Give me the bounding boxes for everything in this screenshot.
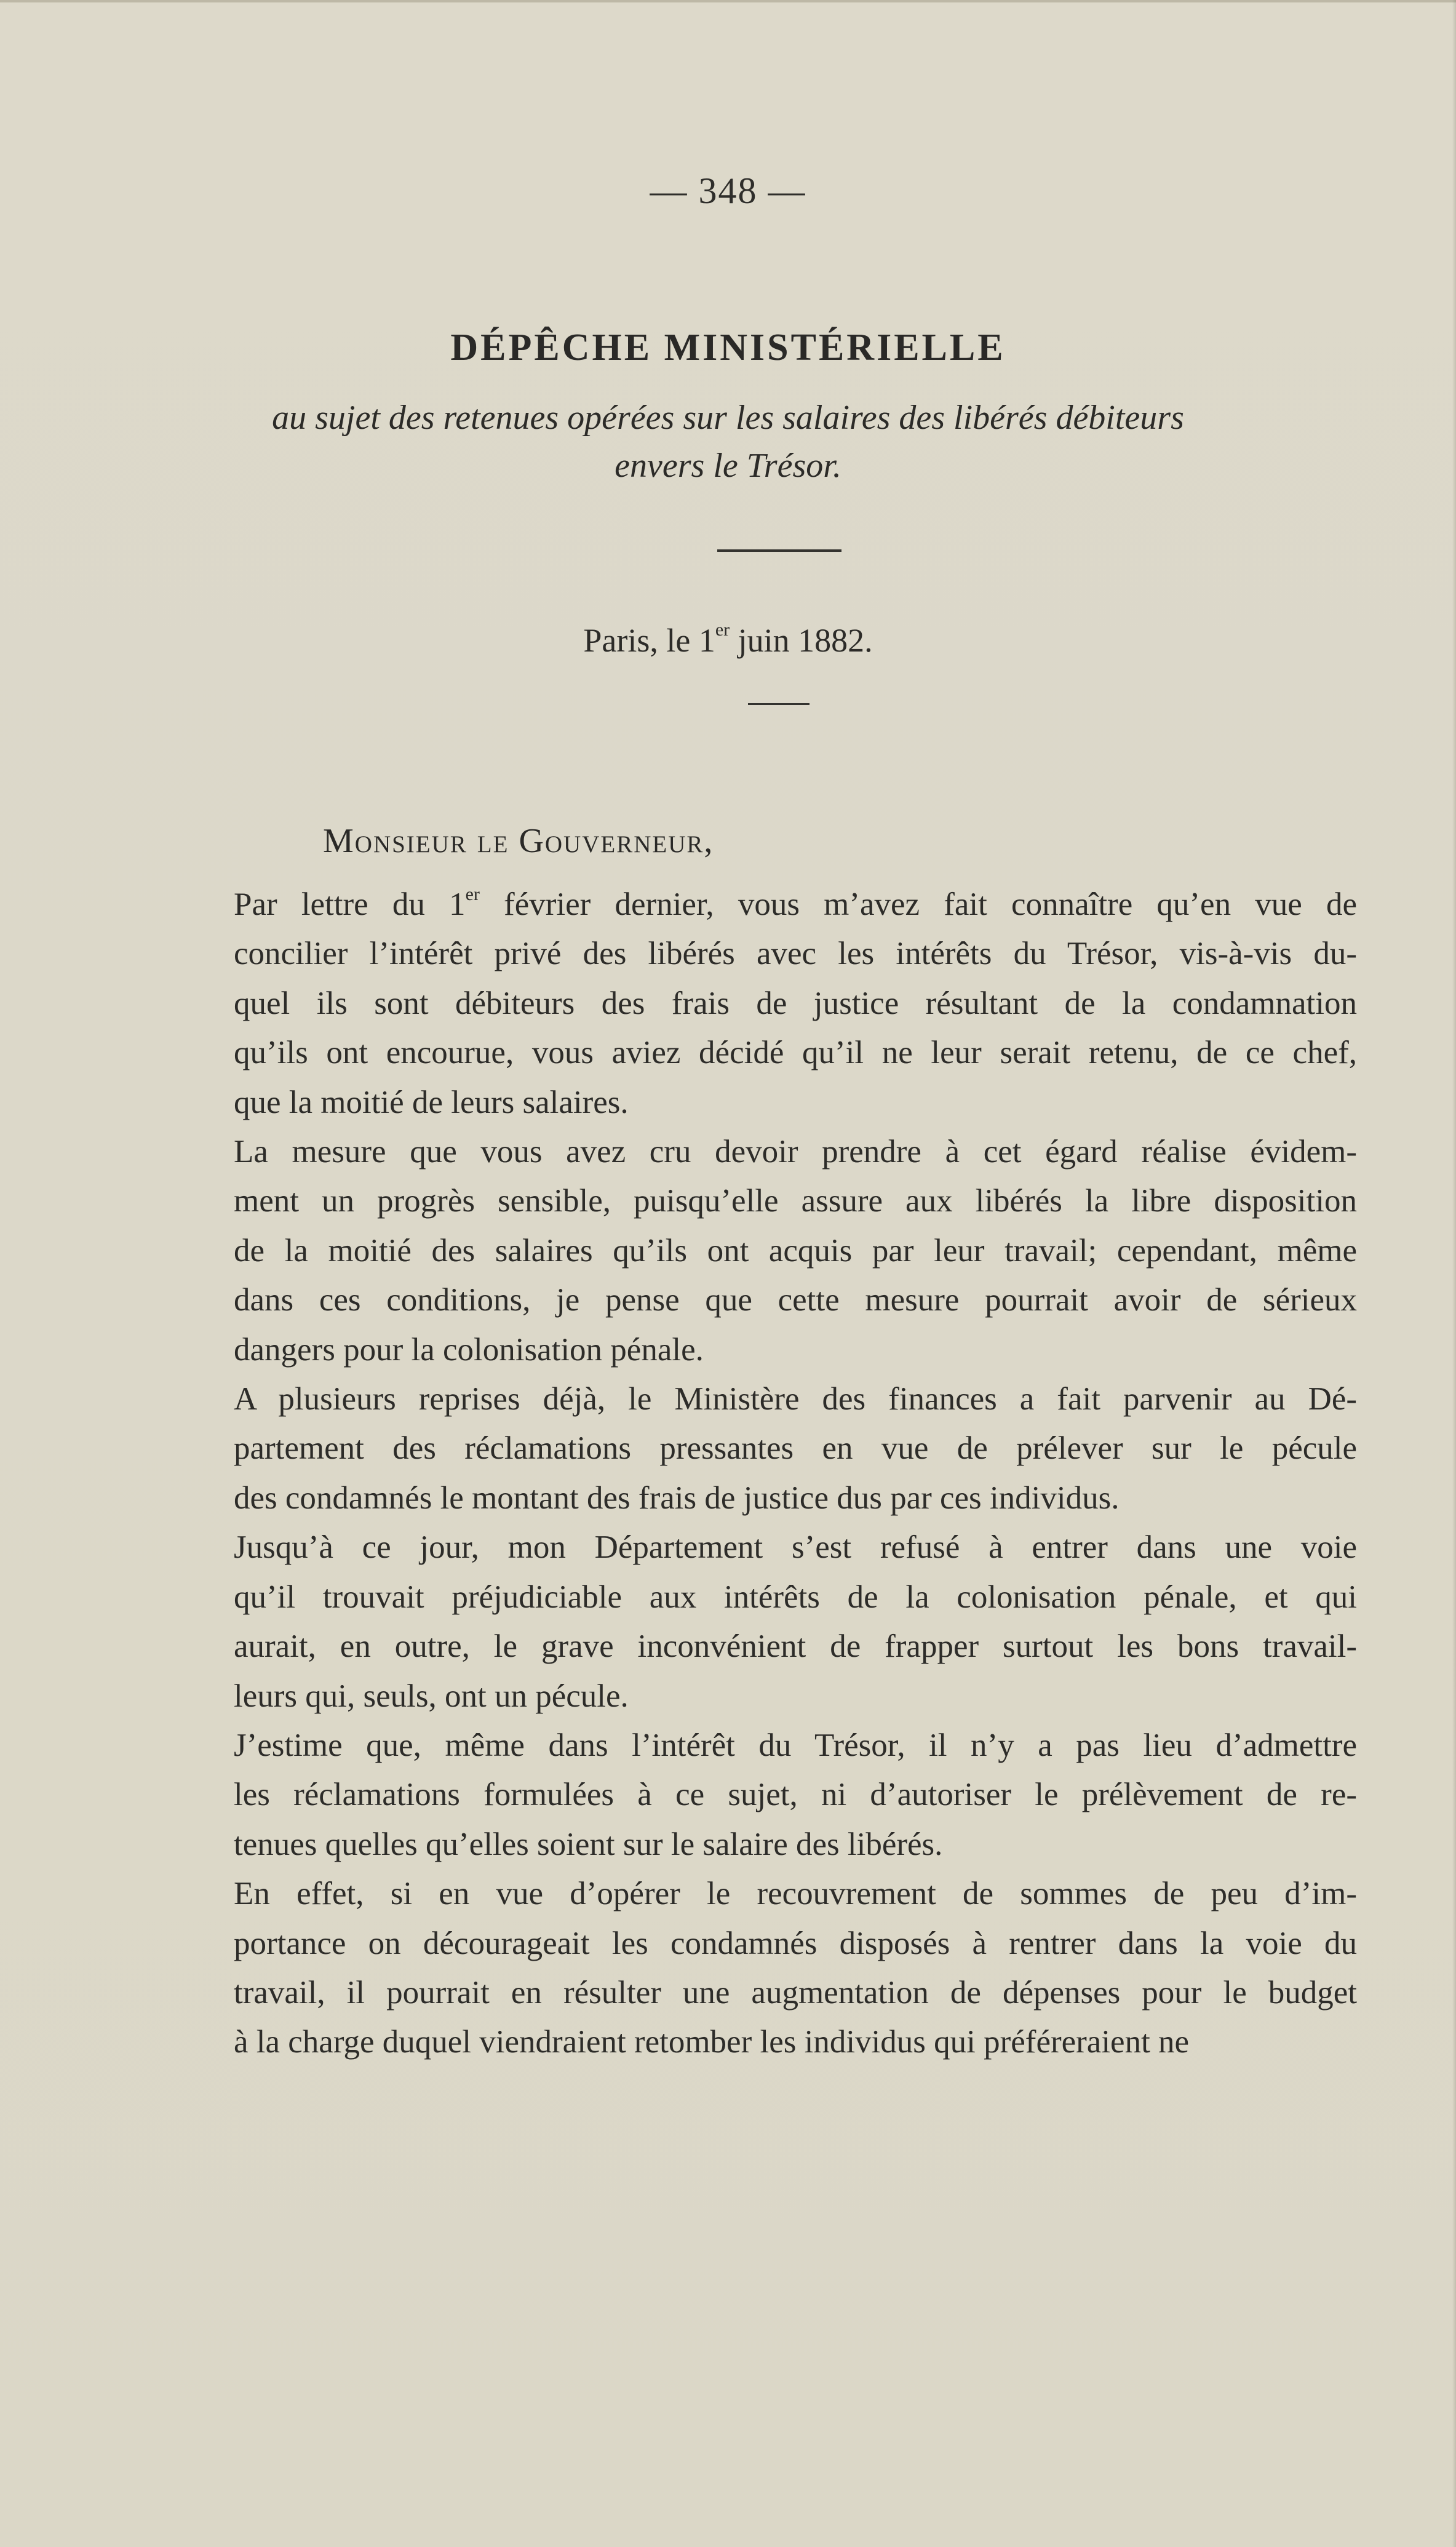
text-line — [234, 1721, 1357, 1770]
paragraph — [234, 1374, 1357, 1523]
text-line-content: La mesure que vous avez cru devoir prendre à cet égard réalise évidem- — [234, 1134, 1357, 1170]
text-line-content: que la moitié de leurs salaires. — [234, 1084, 629, 1120]
paragraph — [234, 1523, 1357, 1721]
text-line — [234, 1968, 1357, 2017]
text-line — [234, 1672, 1357, 1721]
page-number: — 348 — — [650, 170, 806, 211]
text-line-content: février dernier, vous m’avez fait connaître qu’en vue de — [479, 887, 1357, 922]
text-line-content: de la moitié des salaires qu’ils ont acquis par leur travail; cependant, même — [234, 1232, 1357, 1269]
paragraph — [234, 1721, 1357, 1869]
text-line-content: ment un progrès sensible, puisqu’elle assure aux libérés la libre disposition — [234, 1183, 1357, 1219]
text-line-content: dans ces conditions, je pense que cette mesure pourrait avoir de sérieux — [234, 1282, 1357, 1318]
dateline-superscript: er — [715, 620, 730, 640]
text-line-content: portance on décourageait les condamnés disposés à rentrer dans la voie du — [234, 1925, 1357, 1961]
text-line-content: dangers pour la colonisation pénale. — [234, 1331, 704, 1368]
text-line-content: quel ils sont débiteurs des frais de justice résultant de la condamnation — [234, 985, 1357, 1021]
text-line — [234, 880, 1357, 929]
text-line — [234, 1424, 1357, 1473]
text-line-content: leurs qui, seuls, ont un pécule. — [234, 1678, 629, 1714]
text-line — [234, 1275, 1357, 1325]
page-right-edge — [1452, 0, 1456, 2547]
paragraph — [234, 880, 1357, 1127]
text-line — [234, 1820, 1357, 1869]
text-line-content: Jusqu’à ce jour, mon Département s’est refusé à entrer dans une voie — [234, 1529, 1357, 1566]
page-top-edge — [0, 0, 1456, 2]
ordinal-superscript: er — [465, 884, 480, 904]
text-line — [234, 1374, 1357, 1424]
paragraph — [234, 1869, 1357, 2067]
text-line-content: les réclamations formulées à ce sujet, ni d’autoriser le prélèvement de re- — [234, 1777, 1357, 1813]
subtitle-line-1: au sujet des retenues opérées sur les salaires des libérés débiteurs — [272, 399, 1184, 437]
dateline-separator-rule — [748, 703, 810, 705]
dateline-before: Paris, le 1 — [583, 622, 715, 659]
text-line — [234, 1523, 1357, 1572]
text-line-content: tenues quelles qu’elles soient sur le salaire des libérés. — [234, 1826, 943, 1862]
text-line-content: J’estime que, même dans l’intérêt du Trésor, il n’y a pas lieu d’admettre — [234, 1727, 1357, 1763]
text-line-content: A plusieurs reprises déjà, le Ministère des finances a fait parvenir au Dé- — [234, 1381, 1357, 1417]
text-line — [234, 1622, 1357, 1671]
subtitle-line-2: envers le Trésor. — [615, 447, 841, 485]
document-title: DÉPÊCHE MINISTÉRIELLE — [450, 327, 1006, 369]
text-line — [234, 1127, 1357, 1176]
text-line — [234, 1919, 1357, 1968]
text-line-content: à la charge duquel viendraient retomber les individus qui préféreraient ne — [234, 2024, 1190, 2060]
text-line — [234, 1473, 1357, 1523]
text-line — [234, 1869, 1357, 1918]
text-line — [234, 1078, 1357, 1127]
salutation: Monsieur le Gouverneur, — [323, 822, 714, 860]
text-line-content: qu’il trouvait préjudiciable aux intérêts de la colonisation pénale, et qui — [234, 1579, 1357, 1615]
text-line — [234, 1176, 1357, 1226]
text-line — [234, 1770, 1357, 1819]
letter-body — [234, 880, 1357, 2067]
text-line — [234, 1325, 1357, 1374]
text-line-content: des condamnés le montant des frais de justice dus par ces individus. — [234, 1480, 1120, 1516]
title-separator-rule — [717, 549, 841, 552]
text-line-content: concilier l’intérêt privé des libérés avec les intérêts du Trésor, vis-à-vis du- — [234, 936, 1357, 972]
paragraph — [234, 1127, 1357, 1374]
text-line-content: travail, il pourrait en résulter une augmentation de dépenses pour le budget — [234, 1974, 1357, 2011]
text-line — [234, 1226, 1357, 1275]
text-line-content: aurait, en outre, le grave inconvénient de frapper surtout les bons travail- — [234, 1628, 1357, 1665]
text-line-content: qu’ils ont encourue, vous aviez décidé qu’il ne leur serait retenu, de ce chef, — [234, 1035, 1357, 1071]
text-line-content: partement des réclamations pressantes en vue de prélever sur le pécule — [234, 1430, 1357, 1467]
text-line — [234, 929, 1357, 978]
dateline-after: juin 1882. — [730, 622, 873, 659]
dateline — [0, 621, 1456, 660]
document-subtitle — [185, 394, 1271, 490]
text-line — [234, 1028, 1357, 1077]
text-line — [234, 1572, 1357, 1622]
text-line — [234, 2017, 1357, 2067]
text-line-content: Par lettre du 1 — [234, 887, 466, 922]
text-line-content: En effet, si en vue d’opérer le recouvrement de sommes de peu d’im- — [234, 1876, 1357, 1912]
text-line — [234, 979, 1357, 1028]
